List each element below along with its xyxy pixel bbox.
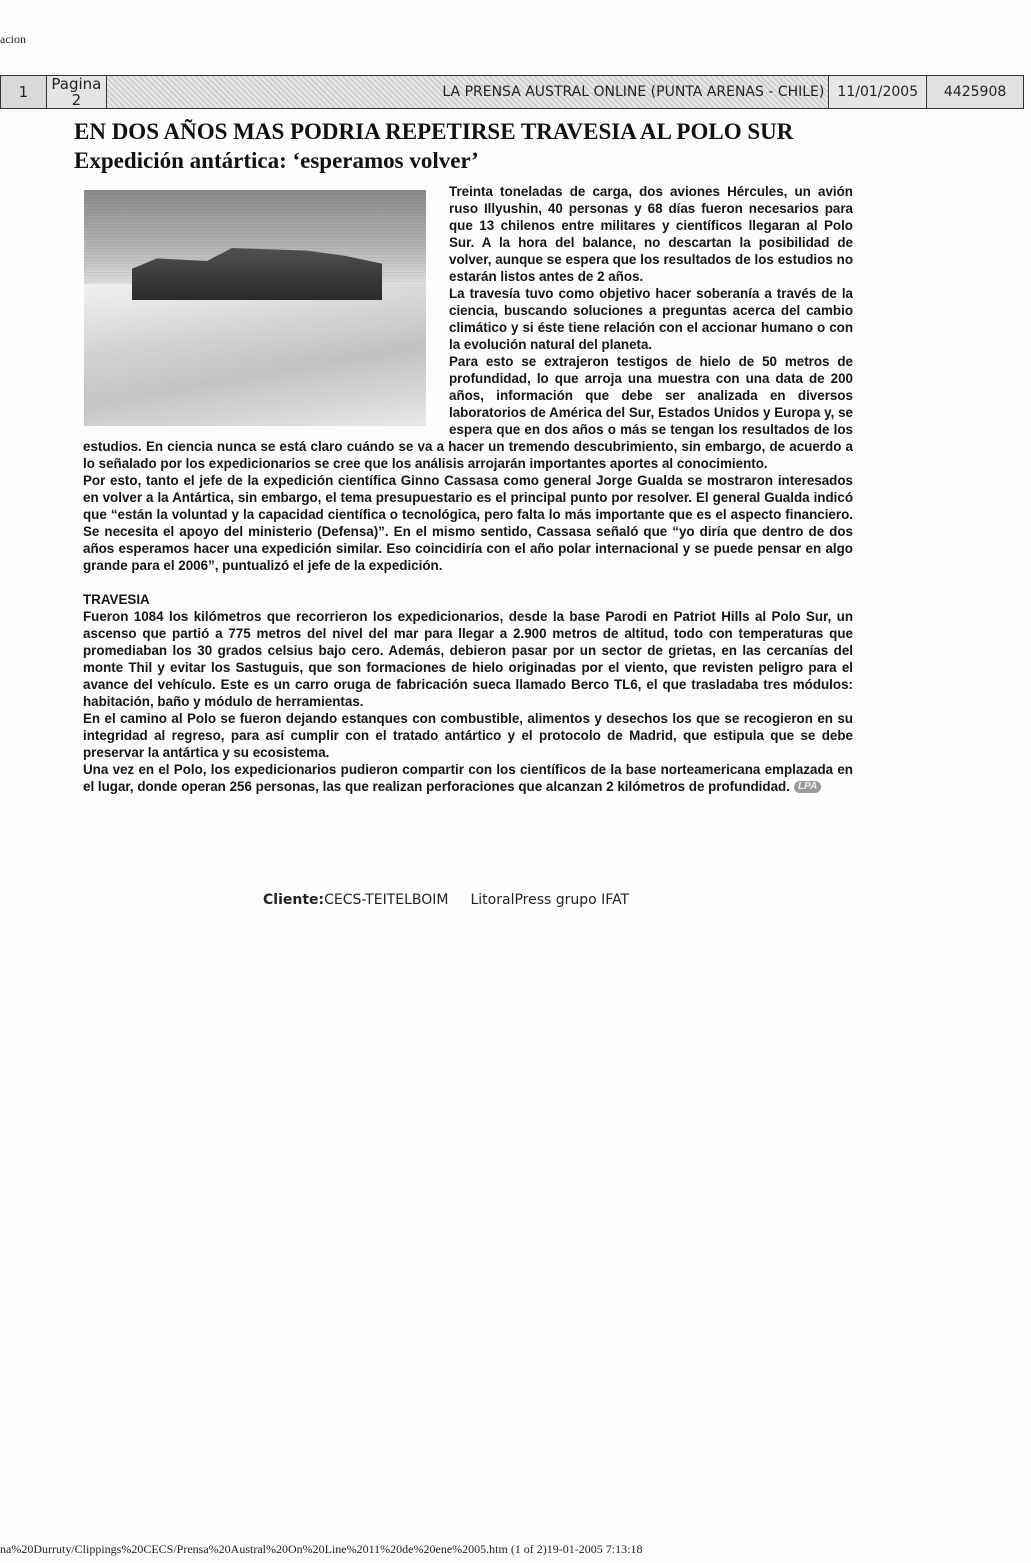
photo-wrap-spacer [83,183,449,433]
page-number: 2 [71,91,82,109]
body-paragraph: En el camino al Polo se fueron dejando estanques con combustible, alimentos y desechos los que se recogieron en su integridad al regreso, para así cumplir con el tratado antártico y el protocolo de Madrid, que estipula que se debe preservar la antártica y su ecosistema. [83,711,853,760]
body-paragraph-last [83,761,853,795]
client-label: Cliente: [263,892,325,908]
body-paragraph: Por esto, tanto el jefe de la expedición científica Ginno Cassasa como general Jorge Gualda se mostraron interesados en volver a la Antártica, sin embargo, el tema presupuestario es el principal punto por resolver. El general Gualda indicó que “están la voluntad y la capacidad científica o tecnológica, pero falta lo más importante que es el aspecto financiero. Se necesita el apoyo del ministerio (Defensa)”. En el mismo sentido, Cassasa señaló que “yo diría que dentro de dos años esperamos hacer una expedición similar. Eso coincidiría con el año polar internacional y se puede pensar en algo grande para el 2006”, puntualizó el jefe de la expedición. [83,473,853,573]
corner-caption: acion [0,32,26,46]
headline-line: EN DOS AÑOS MAS PODRIA REPETIRSE TRAVESIA AL POLO SUR [74,119,794,144]
page-label: Pagina [51,75,102,93]
section-gap [83,574,853,591]
article-headline [74,117,874,175]
provider-name: LitoralPress grupo IFAT [470,892,630,908]
body-paragraph: La travesía tuvo como objetivo hacer soberanía a través de la ciencia, buscando soluciones a preguntas acerca del cambio climático y si éste tiene relación con el accionar humano o con la evolución natural del planeta. [449,286,853,352]
client-name: CECS-TEITELBOIM [324,892,449,908]
client-line [263,892,629,908]
lpa-logo-icon: LPA [794,781,821,793]
last-paragraph-text: Una vez en el Polo, los expedicionarios pudieron compartir con los científicos de la base norteamericana emplazada en el lugar, donde operan 256 personas, las que realizan perforaciones que alcanzan 2 kilómetros de profundidad. [83,762,853,794]
footer-file-path: na%20Durruty/Clippings%20CECS/Prensa%20Austral%20On%20Line%2011%20de%20ene%2005.htm (1 of 2)19-01-2005 7:13:18 [0,1542,643,1556]
clipping-header-bar [0,75,1024,109]
body-paragraph: Treinta toneladas de carga, dos aviones Hércules, un avión ruso Illyushin, 40 personas y 68 días fueron necesarios para que 13 chilenos entre militares y científicos llegaran al Polo Sur. A la hora del balance, no descartan la posibilidad de volver, aunque se espera que los resultados de los estudios no estarán listos antes de 2 años. [449,184,853,284]
body-paragraph: Para esto se extrajeron testigos de hielo de 50 metros de profundidad, lo que arroja una muestra con una data de 200 años, información que debe ser analizada en diversos laboratorios de América del Sur, Estados Unidos y Europa y, se espera que en dos años o más se tengan los resultados de los estudios. En ciencia nunca se está claro cuándo se va a hacer un tremendo descubrimiento, sin embargo, de acuerdo a lo señalado por los expedicionarios se cree que los análisis arrojarán importantes aportes al conocimiento. [83,354,853,471]
article-body [83,183,853,795]
body-paragraph: Fueron 1084 los kilómetros que recorrieron los expedicionarios, desde la base Parodi en Patriot Hills al Polo Sur, un ascenso que partió a 775 metros del nivel del mar para llegar a 2.900 metros de altitud, todo con temperaturas que promediaban los 30 grados celsius bajo cero. Además, debieron pasar por un sector de grietas, en las cercanías del monte Thil y evitar los Sastuguis, que son formaciones de hielo originadas por el viento, que revisten peligro para el avance del vehículo. Este es un carro oruga de fabricación sueca llamado Berco TL6, el que trasladaba tres módulos: habitación, baño y módulo de herramientas. [83,609,853,709]
clip-id: 4425908 [927,76,1023,108]
publication-date: 11/01/2005 [829,76,927,108]
page-indicator [47,76,107,108]
clip-number: 1 [1,76,47,108]
source-name: LA PRENSA AUSTRAL ONLINE (PUNTA ARENAS - CHILE) [107,76,830,108]
section-title: TRAVESIA [83,592,150,607]
subheadline-line: Expedición antártica: ‘esperamos volver’ [74,148,479,173]
